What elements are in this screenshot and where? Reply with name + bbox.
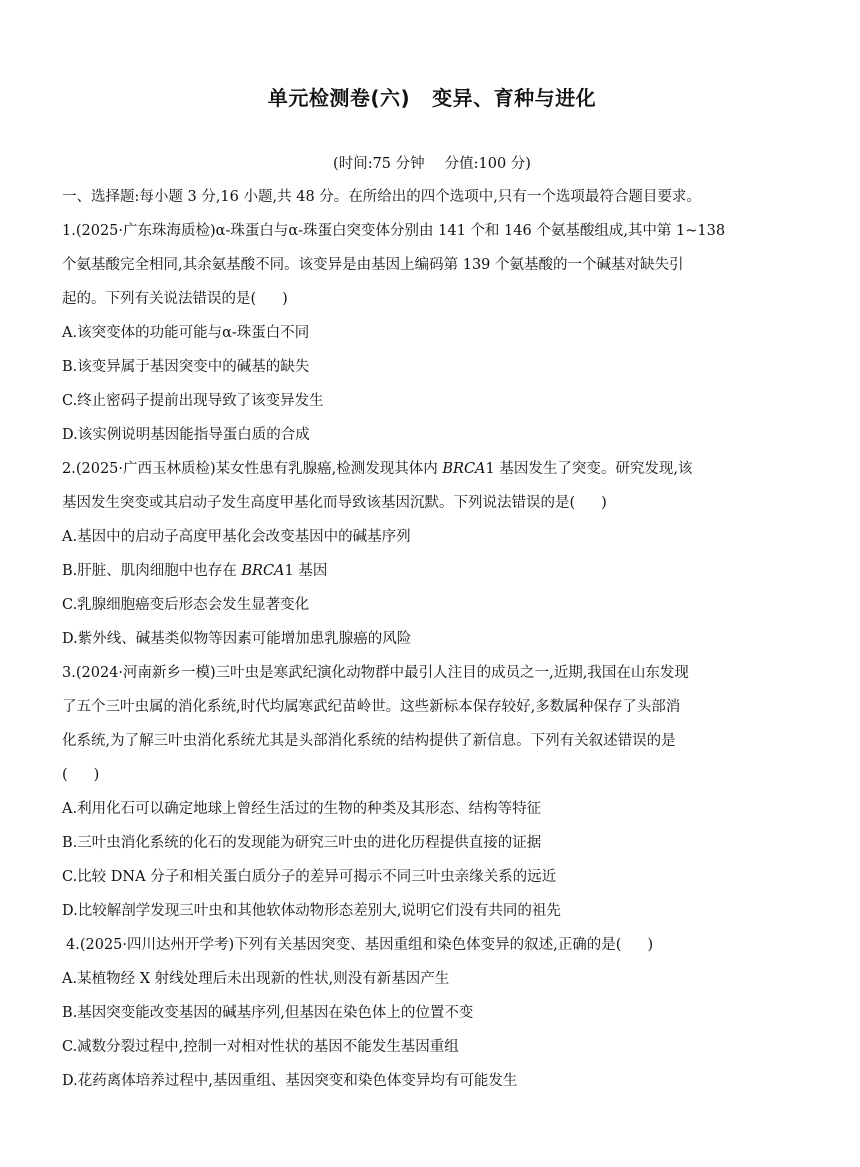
question-stem-line xyxy=(62,758,802,792)
question-stem-text: 2.(2025·广西玉林质检)某女性患有乳腺癌,检测发现其体内 xyxy=(62,461,443,477)
answer-blank-close: ) xyxy=(282,291,288,307)
question-1 xyxy=(62,214,802,452)
question-stem-line xyxy=(62,486,802,520)
question-4 xyxy=(62,928,802,1098)
option-a: A.基因中的启动子高度甲基化会改变基因中的碱基序列 xyxy=(62,529,411,545)
option-text: B.肝脏、肌肉细胞中也存在 xyxy=(62,563,242,579)
option-text: 1 基因 xyxy=(284,563,328,579)
question-stem-line: 化系统,为了解三叶虫消化系统尤其是头部消化系统的结构提供了新信息。下列有关叙述错误的是 xyxy=(62,733,676,749)
option-c: C.乳腺细胞癌变后形态会发生显著变化 xyxy=(62,597,310,613)
question-stem-line: 个氨基酸完全相同,其余氨基酸不同。该变异是由基因上编码第 139 个氨基酸的一个碱基对缺失引 xyxy=(62,257,684,273)
question-stem-text: 基因发生突变或其启动子发生高度甲基化而导致该基因沉默。下列说法错误的是( xyxy=(62,495,576,511)
question-stem-text: 1 基因发生了突变。研究发现,该 xyxy=(485,461,693,477)
option-c: C.终止密码子提前出现导致了该变异发生 xyxy=(62,393,324,409)
gene-name: BRCA xyxy=(442,461,486,477)
option-a: A.利用化石可以确定地球上曾经生活过的生物的种类及其形态、结构等特征 xyxy=(62,801,542,817)
exam-meta xyxy=(62,152,802,173)
option-a: A.某植物经 X 射线处理后未出现新的性状,则没有新基因产生 xyxy=(62,971,450,987)
answer-blank-close: ) xyxy=(647,937,654,953)
title-sub: 变异、育种与进化 xyxy=(432,86,597,110)
exam-score: 分值:100 分) xyxy=(444,156,531,172)
option-b xyxy=(62,554,802,588)
question-stem-line: 了五个三叶虫属的消化系统,时代均属寒武纪苗岭世。这些新标本保存较好,多数属种保存了头部消 xyxy=(62,699,681,715)
option-b: B.该变异属于基因突变中的碱基的缺失 xyxy=(62,359,310,375)
question-stem-line: 3.(2024·河南新乡一模)三叶虫是寒武纪演化动物群中最引人注目的成员之一,近期,我国在山东发现 xyxy=(62,665,689,681)
option-a: A.该突变体的功能可能与α-珠蛋白不同 xyxy=(62,325,310,341)
question-stem-line: 1.(2025·广东珠海质检)α-珠蛋白与α-珠蛋白突变体分别由 141 个和 146 个氨基酸组成,其中第 1~138 xyxy=(62,223,726,239)
title-main: 单元检测卷(六) xyxy=(267,86,411,110)
option-d: D.花药离体培养过程中,基因重组、基因突变和染色体变异均有可能发生 xyxy=(62,1073,518,1089)
exam-time: (时间:75 分钟 xyxy=(333,156,425,172)
answer-blank-open: ( xyxy=(62,767,68,783)
question-stem-line xyxy=(62,452,802,486)
option-d: D.紫外线、碱基类似物等因素可能增加患乳腺癌的风险 xyxy=(62,631,412,647)
option-c: C.比较 DNA 分子和相关蛋白质分子的差异可揭示不同三叶虫亲缘关系的远近 xyxy=(62,869,557,885)
answer-blank-close: ) xyxy=(93,767,100,783)
question-stem-text: 起的。下列有关说法错误的是( xyxy=(62,291,257,307)
question-stem-text: 4.(2025·四川达州开学考)下列有关基因突变、基因重组和染色体变异的叙述,正确的是( xyxy=(66,937,622,953)
option-c: C.减数分裂过程中,控制一对相对性状的基因不能发生基因重组 xyxy=(62,1039,459,1055)
question-2 xyxy=(62,452,802,656)
question-stem-line xyxy=(62,928,802,962)
option-d: D.比较解剖学发现三叶虫和其他软体动物形态差别大,说明它们没有共同的祖先 xyxy=(62,903,561,919)
option-d: D.该实例说明基因能指导蛋白质的合成 xyxy=(62,427,310,443)
question-stem-line xyxy=(62,282,802,316)
section-heading: 一、选择题:每小题 3 分,16 小题,共 48 分。在所给出的四个选项中,只有一个选项最符合题目要求。 xyxy=(62,189,701,205)
option-b: B.三叶虫消化系统的化石的发现能为研究三叶虫的进化历程提供直接的证据 xyxy=(62,835,542,851)
option-b: B.基因突变能改变基因的碱基序列,但基因在染色体上的位置不变 xyxy=(62,1005,474,1021)
page-title xyxy=(62,82,802,111)
answer-blank-close: ) xyxy=(601,495,607,511)
question-3 xyxy=(62,656,802,928)
gene-name: BRCA xyxy=(241,563,285,579)
question-body xyxy=(62,180,802,1098)
